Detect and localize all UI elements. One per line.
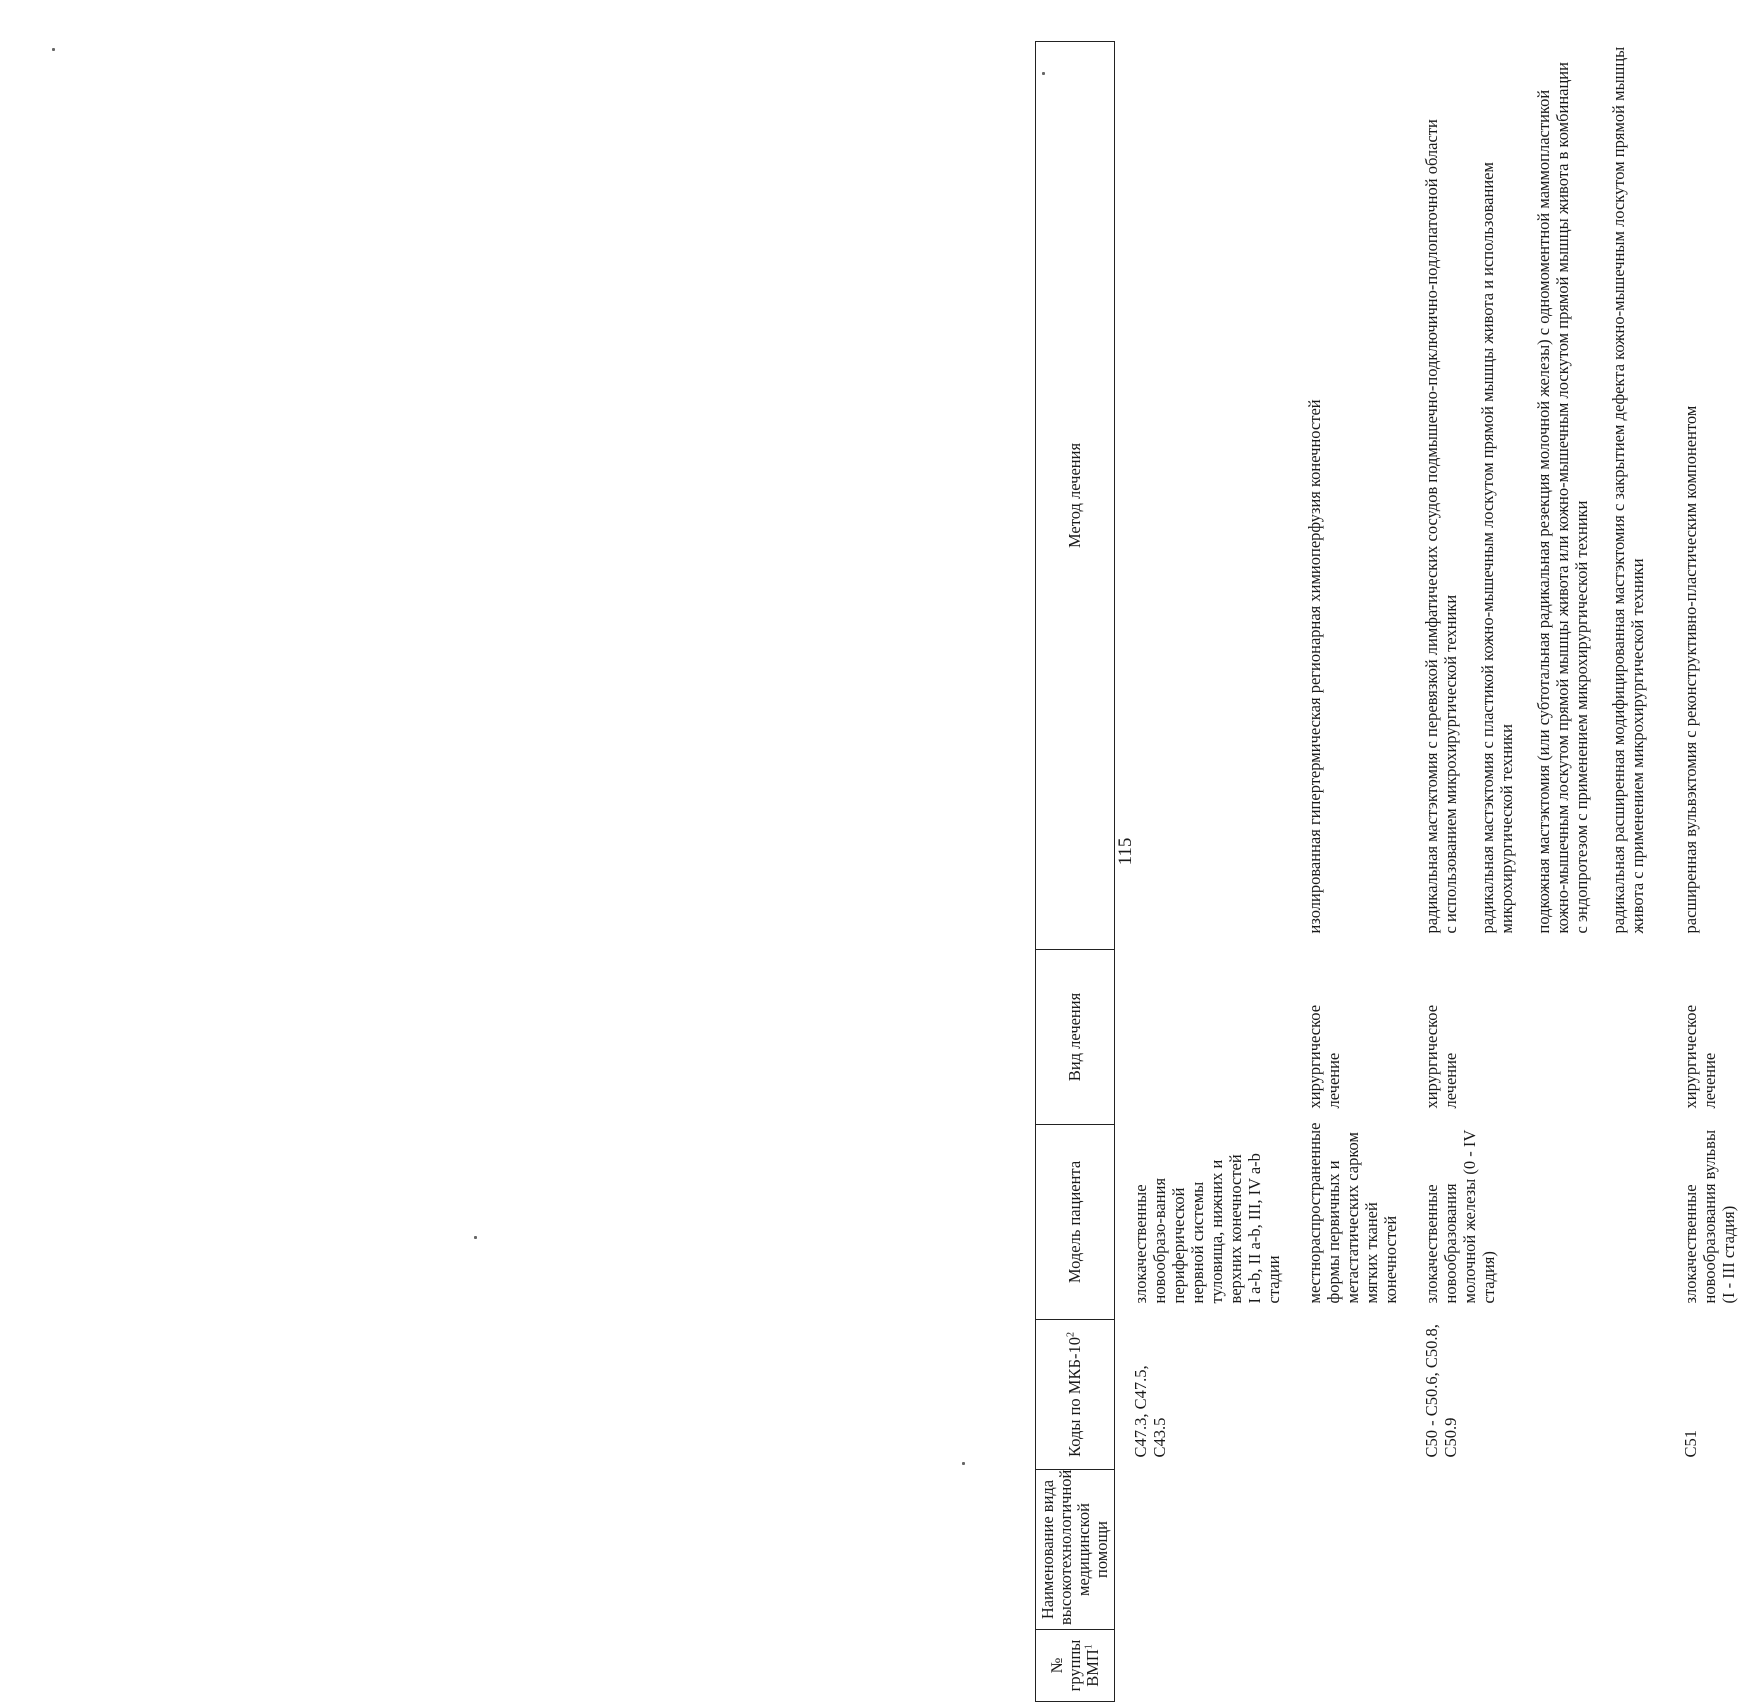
table-header-row [1036, 42, 1115, 1702]
header-treatment-type: Вид лечения [1036, 950, 1115, 1125]
cell-vmp-name [1283, 1470, 1400, 1630]
cell-treatment-method: расширенная вульвэктомия с реконструктивно-пластическим компонентом [1681, 405, 1700, 934]
cell-group-number [1400, 1630, 1665, 1702]
cell-patient-model: местнораспространенные формы первичных и метастатических сарком мягких тканей конечностей [1305, 1122, 1400, 1304]
cell-icd-codes: C47.3, C47.5, C43.5 [1131, 1365, 1169, 1458]
cell-icd-codes: C50 - C50.6, C50.8, C50.9 [1422, 1324, 1460, 1458]
cell-treatment-type: хирургическое лечение [1422, 1004, 1460, 1109]
header-treatment-method: Метод лечения [1036, 42, 1115, 950]
cell-patient-model: злокачественные новообразо-вания периферической нервной системы туловища, нижних и верхних конечностей I a-b, II a-b, III, IV a-b стадии [1131, 1153, 1283, 1304]
table-row [1115, 42, 1284, 1702]
cell-treatment-method [1115, 42, 1284, 950]
cell-vmp-name [1665, 1470, 1738, 1630]
method-item: радикальная расширенная модифицированная мастэктомия с закрытием дефекта кожно-мышечным лоскутом прямой мышцы живота с применением микрохирургической техники [1609, 46, 1647, 934]
cell-treatment-type: хирургическое лечение [1305, 1004, 1343, 1109]
cell-treatment-method: изолированная гипертермическая регионарная химиоперфузия конечностей [1305, 399, 1324, 934]
scan-speck [1042, 72, 1045, 75]
page-number: 115 [1115, 837, 1136, 866]
cell-group-number [1283, 1630, 1400, 1702]
table-row [1283, 42, 1400, 1702]
cell-patient-model: злокачественные новообразования молочной железы (0 - IV стадия) [1422, 1130, 1498, 1304]
header-patient-model: Модель пациента [1036, 1125, 1115, 1320]
header-group-number: № группы ВМП$^1$ [1036, 1630, 1115, 1702]
treatment-table [1035, 41, 1738, 1702]
cell-patient-model: злокачественные новообразования вульвы (I - III стадия) [1681, 1129, 1738, 1304]
cell-vmp-name [1400, 1470, 1665, 1630]
cell-treatment-type: хирургическое лечение [1681, 1004, 1719, 1109]
scan-speck [52, 48, 55, 51]
cell-treatment-method [1400, 42, 1665, 950]
cell-icd-codes [1283, 1320, 1400, 1470]
method-item: радикальная мастэктомия с пластикой кожно-мышечным лоскутом прямой мышцы живота и использованием микрохирургической техники [1478, 162, 1516, 934]
header-icd-codes: Коды по МКБ-$10^2$ [1036, 1320, 1115, 1470]
header-vmp-name: Наименование вида высокотехнологичной медицинской помощи [1036, 1470, 1115, 1630]
scan-speck [962, 1462, 965, 1465]
method-item: подкожная мастэктомия (или субтотальная радикальная резекция молочной железы) с одномоментной маммопластикой кожно-мышечным лоскутом прямой мышцы живота или кожно-мышечным лоскутом прямой мышцы живота в комбинации с эндопротезом с применением микрохирургической техники [1534, 62, 1591, 934]
method-item: радикальная мастэктомия с перевязкой лимфатических сосудов подмышечно-подключично-подлопаточной области с использованием микрохирургической техники [1422, 119, 1460, 934]
cell-vmp-name [1115, 1470, 1284, 1630]
table-row [1400, 42, 1665, 1702]
cell-treatment-type [1115, 950, 1284, 1125]
cell-icd-codes: C51 [1681, 1429, 1700, 1458]
scan-speck [474, 1236, 477, 1239]
cell-group-number [1115, 1630, 1284, 1702]
table-row [1665, 42, 1738, 1702]
cell-group-number [1665, 1630, 1738, 1702]
